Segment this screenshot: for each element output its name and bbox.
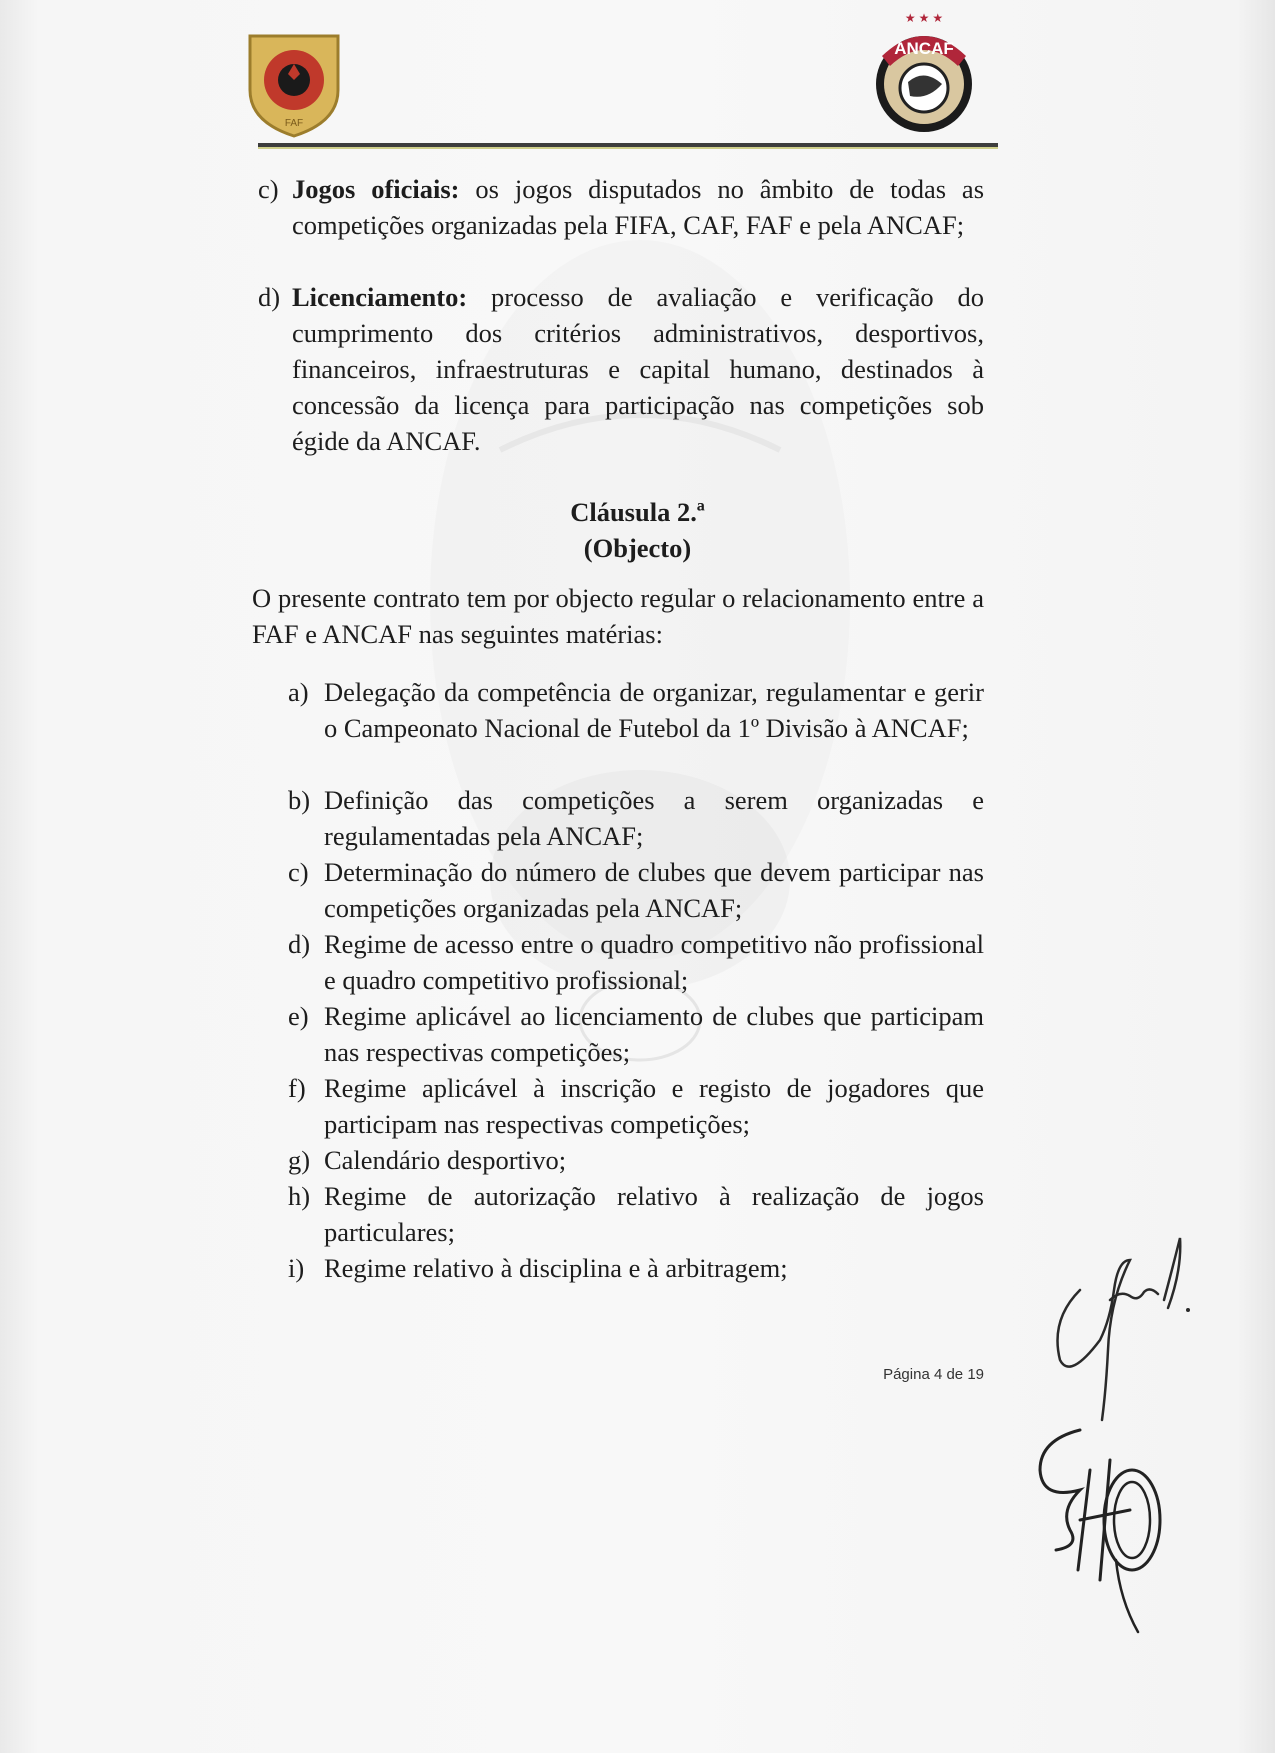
item-label: g) xyxy=(288,1145,311,1175)
item-text: Regime de autorização relativo à realização de jogos particulares; xyxy=(324,1181,984,1247)
faf-logo-icon xyxy=(244,30,344,140)
item-label: a) xyxy=(288,677,309,707)
ancaf-logo-icon xyxy=(868,10,980,138)
ancaf-logo-text: ANCAF xyxy=(894,39,954,58)
header-divider xyxy=(258,143,998,147)
item-label: e) xyxy=(288,1001,309,1031)
page-number: Página 4 de 19 xyxy=(883,1366,984,1383)
item-text xyxy=(292,279,984,459)
signature-2-icon xyxy=(1020,1410,1180,1640)
item-description: processo de avaliação e verificação do cumprimento dos critérios administrativos, desportivos, financeiros, infraestruturas e capital humano, destinados à concessão da licença para participação nas competições sob égide da ANCAF. xyxy=(292,282,984,456)
item-text: Regime aplicável à inscrição e registo de jogadores que participam nas respectivas competições; xyxy=(324,1073,984,1139)
item-label: c) xyxy=(258,174,279,204)
item-label: b) xyxy=(288,785,311,815)
item-text: Regime relativo à disciplina e à arbitragem; xyxy=(324,1253,788,1283)
item-label: d) xyxy=(288,929,311,959)
faf-logo-text: FAF xyxy=(284,118,304,129)
item-text: Calendário desportivo; xyxy=(324,1145,567,1175)
clause-subtitle: (Objecto) xyxy=(583,533,692,563)
item-label: d) xyxy=(258,282,281,312)
item-text xyxy=(292,171,984,243)
clause-intro: O presente contrato tem por objecto regular o relacionamento entre a FAF e ANCAF nas seguintes matérias: xyxy=(252,583,984,649)
item-term: Jogos oficiais: xyxy=(292,174,460,204)
item-text: Regime aplicável ao licenciamento de clubes que participam nas respectivas competições; xyxy=(324,1001,984,1067)
definition-item-c xyxy=(258,171,984,279)
item-label: c) xyxy=(288,857,309,887)
item-term: Licenciamento: xyxy=(292,282,468,312)
item-label: h) xyxy=(288,1181,311,1211)
definition-item-d xyxy=(258,279,984,459)
item-label: i) xyxy=(288,1253,305,1283)
item-text: Delegação da competência de organizar, regulamentar e gerir o Campeonato Nacional de Futebol da 1º Divisão à ANCAF; xyxy=(324,677,984,743)
item-text: Regime de acesso entre o quadro competitivo não profissional e quadro competitivo profissional; xyxy=(324,929,984,995)
item-description: os jogos disputados no âmbito de todas as competições organizadas pela FIFA, CAF, FAF e pela ANCAF; xyxy=(292,174,985,240)
item-label: f) xyxy=(288,1073,306,1103)
signature-1-icon xyxy=(1040,1230,1230,1430)
svg-text:★ ★ ★: ★ ★ ★ xyxy=(904,11,944,25)
item-text: Definição das competições a serem organizadas e regulamentadas pela ANCAF; xyxy=(324,785,984,851)
clause-title: Cláusula 2.ª xyxy=(570,497,705,527)
item-text: Determinação do número de clubes que devem participar nas competições organizadas pela ANCAF; xyxy=(324,857,984,923)
